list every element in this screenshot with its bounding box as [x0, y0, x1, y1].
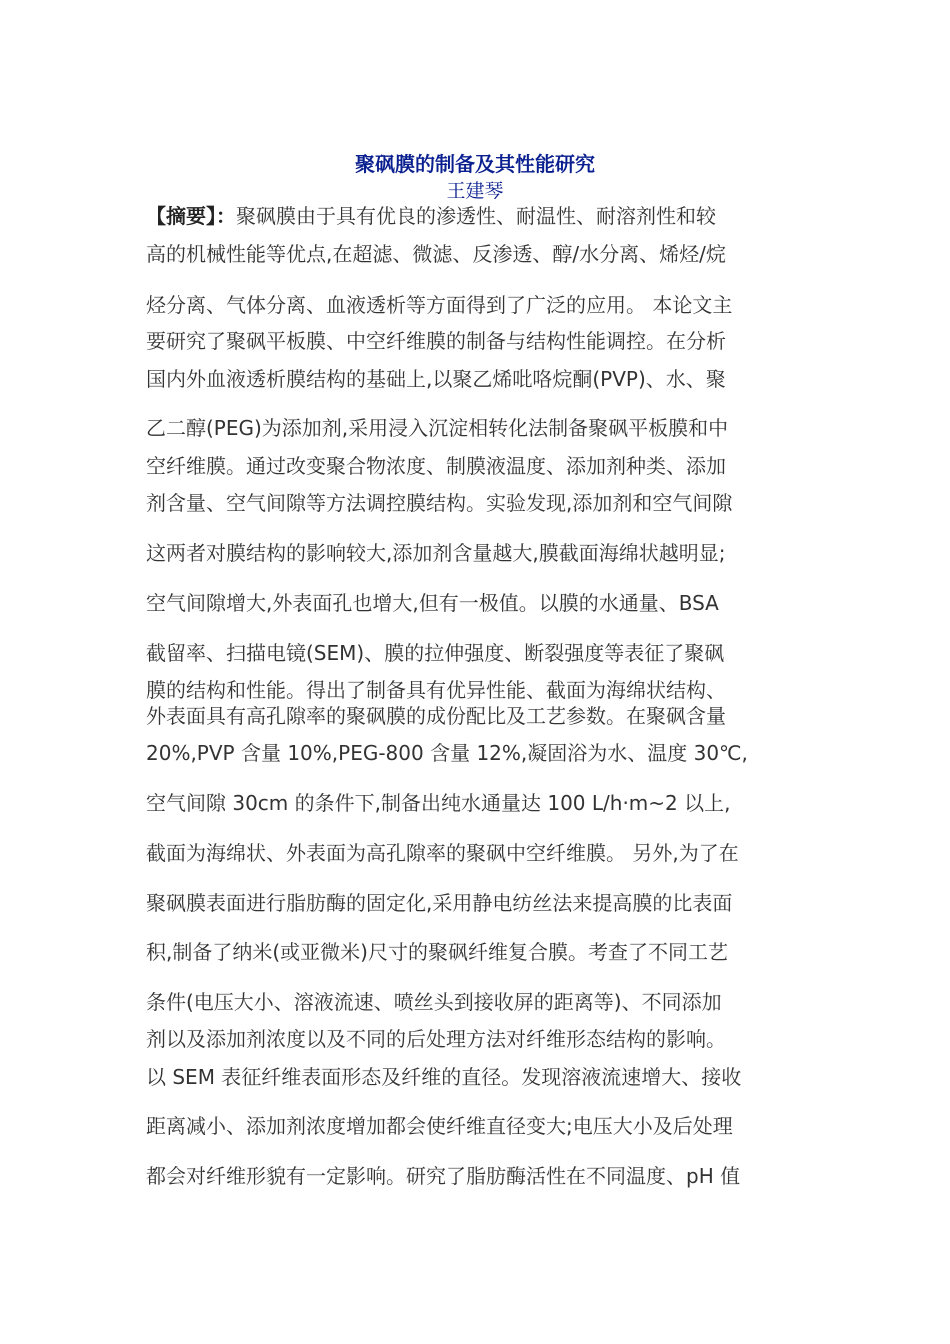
- abstract-line: 都会对纤维形貌有一定影响。研究了脂肪酶活性在不同温度、pH 值: [146, 1164, 741, 1188]
- abstract-text: 聚砜膜由于具有优良的渗透性、耐温性、耐溶剂性和较: [236, 204, 716, 228]
- document-title: 聚砜膜的制备及其性能研究: [355, 152, 595, 176]
- abstract-line: 烃分离、气体分离、血液透析等方面得到了广泛的应用。 本论文主: [146, 293, 733, 317]
- abstract-line: 空气间隙 30cm 的条件下,制备出纯水通量达 100 L/h·m~2 以上,: [146, 791, 731, 815]
- abstract-line: 高的机械性能等优点,在超滤、微滤、反渗透、醇/水分离、烯烃/烷: [146, 242, 726, 266]
- abstract-line: 聚砜膜表面进行脂肪酶的固定化,采用静电纺丝法来提高膜的比表面: [146, 891, 733, 915]
- abstract-line: 截面为海绵状、外表面为高孔隙率的聚砜中空纤维膜。 另外,为了在: [146, 841, 739, 865]
- abstract-line: 国内外血液透析膜结构的基础上,以聚乙烯吡咯烷酮(PVP)、水、聚: [146, 367, 726, 391]
- abstract-line: 外表面具有高孔隙率的聚砜膜的成份配比及工艺参数。在聚砜含量: [146, 704, 726, 728]
- document-author: 王建琴: [446, 180, 504, 202]
- abstract-line: 20%,PVP 含量 10%,PEG-800 含量 12%,凝固浴为水、温度 30℃,: [146, 741, 748, 765]
- abstract-line: 截留率、扫描电镜(SEM)、膜的拉伸强度、断裂强度等表征了聚砜: [146, 641, 725, 665]
- abstract-line: 空纤维膜。通过改变聚合物浓度、制膜液温度、添加剂种类、添加: [146, 454, 726, 478]
- abstract-line: 剂以及添加剂浓度以及不同的后处理方法对纤维形态结构的影响。: [146, 1027, 726, 1051]
- abstract-line-1: [146, 202, 716, 230]
- abstract-line: 距离减小、添加剂浓度增加都会使纤维直径变大;电压大小及后处理: [146, 1114, 733, 1138]
- abstract-line: 乙二醇(PEG)为添加剂,采用浸入沉淀相转化法制备聚砜平板膜和中: [146, 416, 729, 440]
- abstract-line: 空气间隙增大,外表面孔也增大,但有一极值。以膜的水通量、BSA: [146, 591, 719, 615]
- abstract-label: 【摘要】：: [146, 204, 236, 228]
- abstract-line: 积,制备了纳米(或亚微米)尺寸的聚砜纤维复合膜。考查了不同工艺: [146, 940, 728, 964]
- abstract-line: 这两者对膜结构的影响较大,添加剂含量越大,膜截面海绵状越明显;: [146, 541, 726, 565]
- abstract-line: 膜的结构和性能。得出了制备具有优异性能、截面为海绵状结构、: [146, 678, 726, 702]
- abstract-line: 以 SEM 表征纤维表面形态及纤维的直径。发现溶液流速增大、接收: [146, 1065, 742, 1089]
- abstract-line: 剂含量、空气间隙等方法调控膜结构。实验发现,添加剂和空气间隙: [146, 491, 733, 515]
- abstract-line: 要研究了聚砜平板膜、中空纤维膜的制备与结构性能调控。在分析: [146, 329, 726, 353]
- abstract-line: 条件(电压大小、溶液流速、喷丝头到接收屏的距离等)、不同添加: [146, 990, 722, 1014]
